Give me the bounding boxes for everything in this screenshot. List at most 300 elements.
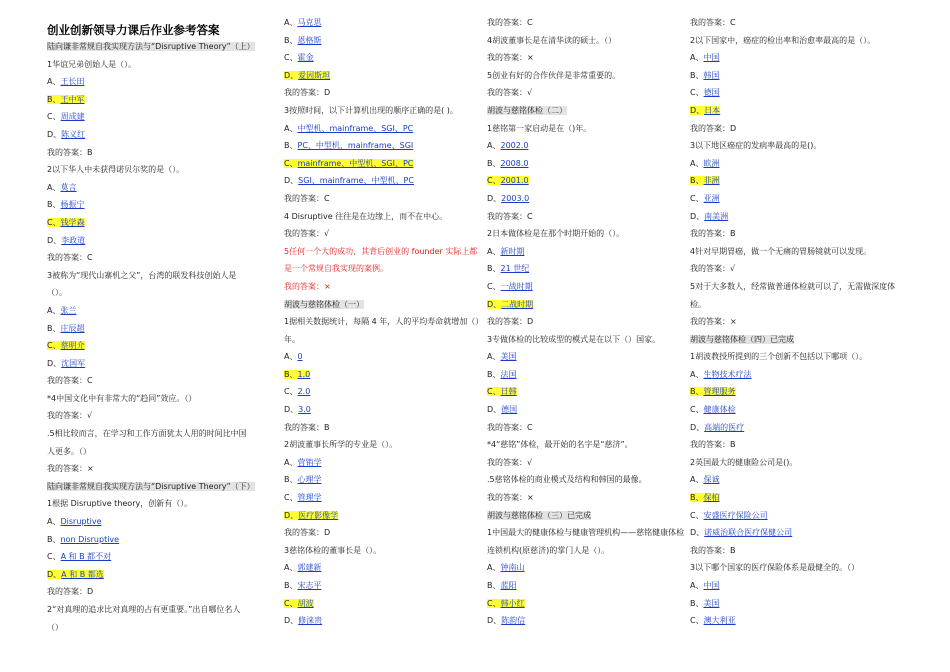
option-body [47,77,84,86]
option-body [487,247,524,256]
option-letter: B、 [284,141,298,151]
option-letter: D、 [47,129,62,139]
section-heading [47,478,255,496]
option-link[interactable]: 钱学森 [60,217,85,227]
option-letter: D、 [487,405,502,415]
option-letter: B、 [47,534,61,544]
option-link[interactable]: 心理学 [297,475,322,485]
option-letter: B、 [690,70,704,80]
option-body [284,53,314,62]
my-answer: 我的答案：D [487,317,534,327]
option-body [47,112,85,121]
option-body [284,36,322,45]
option-link[interactable]: 中国 [703,53,720,63]
option-link[interactable]: 王中军 [60,94,85,104]
my-answer: 我的答案：D [284,88,331,98]
option-link[interactable]: mainframe、中型机、SGI、PC [297,158,414,168]
option-link[interactable]: 日本 [704,105,721,115]
question-text: 3慈铭体检的董事长是（）。 [284,545,382,555]
option-link[interactable]: 亚洲 [703,193,720,203]
option-body [47,324,85,333]
option-body [487,264,529,273]
option-body [284,511,338,520]
option-letter: C、 [487,598,501,608]
option-letter: A、 [284,563,298,573]
my-answer: 我的答案：D [690,123,737,133]
answer-option [284,137,484,155]
column-4-lines [690,14,905,630]
answer-option [47,108,247,126]
option-link[interactable]: SGI、mainframe、中型机、PC [298,176,414,186]
option-link[interactable]: 诺威治联合医疗保健公司 [704,528,793,538]
answer-option [47,126,247,144]
my-answer: 我的答案：B [690,545,736,555]
answer-option [487,366,687,384]
option-body [690,106,720,115]
option-letter: C、 [284,158,298,168]
option-body [487,387,517,396]
my-answer: 我的答案：C [47,376,93,386]
option-body [690,423,744,432]
option-letter: A、 [284,457,298,467]
option-body [284,387,310,396]
answer-option [284,401,484,419]
answer-option [487,155,687,173]
answer-option [690,577,905,595]
section-heading-text: 胡波与慈铭体检（三）已完成 [487,510,591,520]
option-body [284,159,413,168]
option-letter: A、 [47,182,61,192]
question-text: 2英国最大的健康险公司是()。 [690,457,798,467]
answer-option [690,524,905,542]
my-answer: 我的答案：B [47,147,93,157]
answer-option [690,155,905,173]
my-answer: 我的答案：√ [690,264,736,274]
option-link[interactable]: 0 [297,352,303,362]
answer-option [47,302,247,320]
option-link[interactable]: A 和 B 都不对 [60,552,112,562]
page-title: 创业创新领导力课后作业参考答案 [47,23,220,37]
option-letter: D、 [487,616,502,626]
section-heading [690,331,905,349]
option-body [690,387,736,396]
column-4 [690,14,905,630]
option-body [690,581,719,590]
answer-option [487,612,687,630]
option-link[interactable]: 蔡明介 [60,341,85,351]
option-body [487,581,517,590]
option-letter: D、 [690,528,705,538]
answer-option [284,155,484,173]
answer-option [690,419,905,437]
option-link[interactable]: 澳大利亚 [703,616,736,626]
answer-option [487,260,687,278]
answer-option [690,489,905,507]
answer-option [690,401,905,419]
section-heading-text: 陆向谦非常规自我实现方法与“Disruptive Theory”（下） [47,481,255,491]
option-link[interactable]: 1.0 [297,369,311,379]
option-body [690,53,719,62]
option-link[interactable]: 李政道 [61,235,86,245]
section-heading-text: 胡波与慈铭体检（一） [284,299,364,309]
my-answer: 我的答案：√ [284,229,330,239]
my-answer: 我的答案：C [487,18,533,27]
answer-option [47,531,247,549]
option-link[interactable]: 新时期 [500,246,525,256]
option-letter: A、 [284,123,298,133]
option-letter: A、 [284,352,298,362]
answer-option [487,296,687,314]
option-body [487,599,525,608]
option-letter: A、 [487,563,501,573]
question-text: 4胡波董事长是在清华读的硕士。（） [487,35,617,45]
option-letter: A、 [690,158,704,168]
question-text: 5任何一个大的成功，其背后创业的 founder 实际上都是一个常规自我实现的案例。 [284,246,478,274]
answer-option [284,489,484,507]
question-text: 2“对真理的追求比对真理的占有更重要。”出自哪位名人（） [47,605,241,632]
option-letter: B、 [47,200,61,210]
my-answer: 我的答案：B [690,229,736,239]
my-answer: 我的答案：× [47,464,94,474]
option-letter: D、 [284,70,299,80]
answer-option [284,32,484,50]
option-link[interactable]: 中型机、mainframe、SGI、PC [297,123,414,133]
option-body [487,405,517,414]
option-link[interactable]: 蓝阳 [500,581,517,590]
option-link[interactable]: 管理学 [297,493,322,503]
option-letter: D、 [487,299,502,309]
answer-option [47,513,247,531]
option-link[interactable]: 健康体检 [703,405,736,415]
my-answer: 我的答案：B [284,422,330,432]
option-letter: A、 [47,77,61,87]
answer-option [487,559,687,577]
option-link[interactable]: 恩格斯 [297,35,322,45]
answer-option [284,454,484,472]
question-text: 5对于大多数人，经常做普通体检就可以了，无需做深度体检。 [690,281,896,309]
option-link[interactable]: 钟南山 [500,563,525,573]
option-body [487,282,533,291]
option-link[interactable]: 修涞贵 [298,616,323,626]
option-link[interactable]: 欧洲 [703,158,720,168]
option-link[interactable]: 马克思 [297,18,322,27]
option-body [690,159,719,168]
option-link[interactable]: Disruptive [60,517,102,527]
option-link[interactable]: 霍金 [297,53,314,63]
option-link[interactable]: 2008.0 [500,158,529,168]
option-letter: D、 [690,422,705,432]
option-link[interactable]: 郭建新 [297,563,322,573]
answer-option [690,208,905,226]
question-text: 3被称为“现代山寨机之父”，台湾的联发科技创始人是（）。 [47,270,237,298]
question-text: 3以下哪个国家的医疗保险体系是最健全的。（） [690,563,860,573]
option-link[interactable]: 宋志平 [297,581,322,590]
option-letter: C、 [47,217,61,227]
question-text: 1慈铭第一家启动是在（)年。 [487,123,592,133]
option-body [690,71,720,80]
option-letter: A、 [690,581,704,590]
option-letter: B、 [690,598,704,608]
option-letter: A、 [690,369,704,379]
my-answer: 我的答案：C [284,193,330,203]
option-letter: B、 [284,475,298,485]
my-answer: 我的答案：D [284,528,331,538]
answer-option [690,84,905,102]
answer-option [690,507,905,525]
option-body [47,306,76,315]
column-2 [284,14,484,630]
option-link[interactable]: 安盛医疗保险公司 [703,510,768,520]
option-link[interactable]: 爱因斯坦 [298,70,331,80]
answer-option [284,49,484,67]
option-link[interactable]: 日韩 [500,387,517,397]
my-answer: 我的答案：D [47,587,94,597]
option-link[interactable]: 美国 [500,352,517,362]
section-heading [284,296,484,314]
answer-option [284,366,484,384]
answer-option [47,320,247,338]
option-letter: A、 [47,305,61,315]
option-body [690,176,720,185]
option-body [690,88,720,97]
option-body [47,130,85,139]
answer-option [284,14,484,32]
my-answer: 我的答案：C [690,18,736,27]
option-link[interactable]: 杨振宁 [60,200,85,210]
option-link[interactable]: 管理服务 [703,387,736,397]
option-body [47,535,119,544]
option-link[interactable]: 韩国 [703,70,720,80]
answer-option [284,595,484,613]
question-text: .5相比较而言，在学习和工作方面犹太人用的时间比中国人更多。（） [47,429,247,456]
option-letter: C、 [487,281,501,291]
answer-option [487,595,687,613]
option-body [47,552,111,561]
question-text: 3专做体检的比较成型的模式是在以下（）国家。 [487,334,661,344]
option-link[interactable]: 非洲 [703,176,720,186]
option-letter: A、 [487,246,501,256]
option-letter: B、 [284,581,298,590]
answer-option [47,91,247,109]
option-link[interactable]: 张兰 [60,305,77,315]
option-link[interactable]: 21 世纪 [500,264,530,274]
column-1-lines [47,38,255,636]
option-body [284,124,413,133]
option-link[interactable]: 保诚 [703,475,720,485]
my-answer: 我的答案：√ [487,457,533,467]
option-body [284,475,322,484]
answer-option [487,137,687,155]
column-2-lines [284,14,484,630]
option-letter: B、 [690,387,704,397]
option-body [487,563,524,572]
option-link[interactable]: PC、中型机、mainframe、SGI [297,141,414,151]
option-letter: D、 [284,510,299,520]
option-link[interactable]: 莫言 [60,182,77,192]
answer-option [690,612,905,630]
option-letter: B、 [487,369,501,379]
option-link[interactable]: 法国 [500,369,517,379]
option-body [284,18,321,27]
option-letter: D、 [47,569,62,579]
option-link[interactable]: 美国 [703,598,720,608]
answer-option [690,67,905,85]
option-body [690,528,792,537]
option-link[interactable]: 2001.0 [500,176,529,186]
question-text: 2以下国家中，癌症的检出率和治愈率最高的是（）。 [690,35,876,45]
option-link[interactable]: 一战时期 [500,281,533,291]
section-heading-text: 胡波与慈铭体检（二） [487,105,567,115]
answer-option [284,383,484,401]
option-letter: B、 [47,94,61,104]
option-letter: C、 [284,53,298,63]
answer-option [284,348,484,366]
my-answer: 我的答案：C [47,253,93,263]
option-link[interactable]: 陈韵信 [501,616,526,626]
option-letter: C、 [284,598,298,608]
answer-option [487,278,687,296]
section-heading-text: 胡波与慈铭体检（四）已完成 [690,334,794,344]
option-link[interactable]: 2003.0 [501,193,530,203]
answer-option [487,190,687,208]
answer-option [284,67,484,85]
question-text: 5创业有好的合作伙伴是非常重要的。 [487,70,621,80]
my-answer: 我的答案：C [487,211,533,221]
option-link[interactable]: 保柏 [703,493,720,503]
option-link[interactable]: 王长田 [60,77,85,87]
option-body [690,599,720,608]
option-link[interactable]: 德国 [703,88,720,98]
answer-option [690,471,905,489]
option-body [47,95,85,104]
option-body [47,200,85,209]
my-answer: 我的答案：√ [487,88,533,98]
option-letter: A、 [690,475,704,485]
option-body [690,370,751,379]
option-letter: C、 [47,552,61,562]
option-body [284,71,330,80]
answer-option [487,348,687,366]
option-body [284,599,314,608]
option-link[interactable]: 中国 [703,581,720,590]
option-link[interactable]: 周成建 [60,112,85,122]
option-body [47,218,85,227]
option-body [284,405,311,414]
option-link[interactable]: 2.0 [297,387,311,397]
answer-option [487,383,687,401]
option-body [284,581,322,590]
option-letter: B、 [284,35,298,45]
option-body [284,370,310,379]
option-letter: B、 [487,581,501,590]
option-link[interactable]: 3.0 [298,405,311,415]
option-link[interactable]: 2002.0 [500,141,529,151]
option-link[interactable]: 高端的医疗 [704,422,745,432]
option-letter: C、 [284,387,298,397]
question-text: 4针对早期胃癌，做一个无痛的胃肠镜就可以发现。 [690,246,872,256]
answer-option [47,232,247,250]
option-letter: C、 [284,493,298,503]
option-link[interactable]: 生物技术疗法 [703,369,752,379]
option-body [690,616,736,625]
option-letter: D、 [487,193,502,203]
option-body [487,370,517,379]
question-text: *4中国文化中有非常大的“趋同”效应。（） [47,393,197,403]
question-text: 1华谊兄弟创始人是（）。 [47,59,137,69]
option-link[interactable]: 胡波 [297,598,314,608]
my-answer: 我的答案：× [487,53,534,63]
option-body [690,405,736,414]
option-body [284,176,414,185]
answer-option [47,214,247,232]
question-text: 1根据 Disruptive theory，创新有（）。 [47,499,193,509]
option-body [487,159,529,168]
option-letter: C、 [47,341,61,351]
answer-option [690,172,905,190]
option-letter: D、 [284,176,299,186]
option-body [47,570,104,579]
option-letter: C、 [690,193,704,203]
option-link[interactable]: 沈国军 [61,358,86,368]
my-answer: 我的答案：× [284,281,331,291]
option-letter: A、 [690,53,704,63]
option-letter: B、 [47,323,61,333]
option-link[interactable]: A 和 B 都选 [61,569,104,579]
option-body [487,616,525,625]
option-body [690,212,728,221]
option-letter: C、 [690,616,704,626]
option-link[interactable]: 二战时期 [501,299,534,309]
option-link[interactable]: 德国 [501,405,518,415]
option-link[interactable]: 庄辰超 [60,323,85,333]
option-letter: A、 [487,141,501,151]
section-heading [47,38,255,56]
my-answer: 我的答案：C [487,422,533,432]
answer-option [47,566,247,584]
option-body [47,517,102,526]
option-letter: C、 [47,112,61,122]
answer-option [284,559,484,577]
option-link[interactable]: 韩小红 [500,598,525,608]
question-text: 1中国最大的健康体检与健康管理机构——慈铭健康体检连锁机构(原慈济)的掌门人是（）。 [487,528,685,555]
section-heading [487,102,687,120]
option-link[interactable]: 医疗影像学 [298,510,339,520]
answer-option [284,577,484,595]
answer-option [47,179,247,197]
option-letter: D、 [690,105,705,115]
answer-option [690,190,905,208]
option-link[interactable]: 陈义红 [61,129,86,139]
my-answer: 我的答案：× [690,317,737,327]
question-text: 1胡波教授所提到的三个创新不包括以下哪项（）。 [690,352,868,362]
option-letter: B、 [487,264,501,274]
option-link[interactable]: 营销学 [297,457,322,467]
answer-option [284,120,484,138]
option-link[interactable]: non Disruptive [60,534,120,544]
column-1 [47,0,255,636]
option-body [690,493,720,502]
option-body [47,359,85,368]
answer-option [284,507,484,525]
column-3 [487,14,687,630]
answer-option [47,73,247,91]
option-body [487,194,529,203]
question-text: 4 Disruptive 往往是在边缘上，而不在中心。 [284,211,448,221]
option-link[interactable]: 南美洲 [704,211,729,221]
option-body [284,458,321,467]
option-letter: A、 [487,352,501,362]
answer-option [690,366,905,384]
